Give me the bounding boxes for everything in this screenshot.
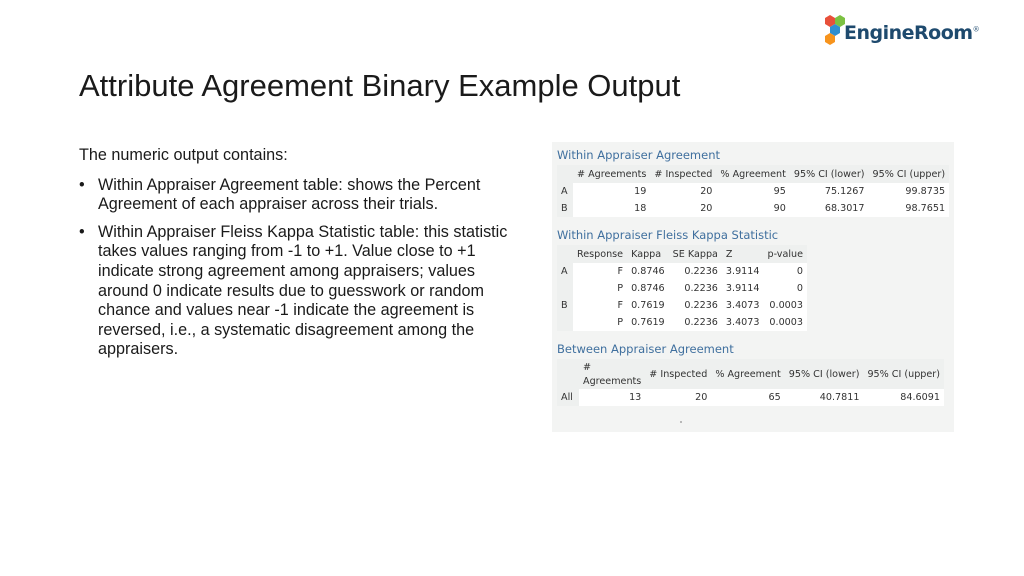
corner-cell bbox=[557, 165, 573, 183]
intro-text: The numeric output contains: bbox=[79, 146, 288, 164]
table-cell: 0.8746 bbox=[631, 266, 665, 277]
bullet-item bbox=[79, 223, 509, 360]
table-cell: 3.4073 bbox=[725, 300, 760, 311]
column-header: Z bbox=[722, 245, 764, 263]
output-screenshot-panel bbox=[552, 142, 954, 432]
within-appraiser-title: Within Appraiser Agreement bbox=[557, 148, 721, 162]
table-cell: 20 bbox=[700, 203, 713, 214]
column-header: 95% CI (upper) bbox=[863, 359, 944, 389]
bullet-text: Within Appraiser Fleiss Kappa Statistic table: this statistic takes values ranging from -1 to +1. Value close to +1 indicate strong agreement among appraisers; values around 0 indicate results due to guesswork or random chance and values near -1 indicate the agreement is reversed, i.e., a systematic disagreement among the appraisers. bbox=[98, 222, 508, 359]
corner-cell bbox=[557, 245, 573, 263]
table-cell: 0.7619 bbox=[631, 300, 665, 311]
column-header: % Agreement bbox=[716, 165, 789, 183]
table-cell: 40.7811 bbox=[819, 392, 860, 403]
hexagon-cluster-icon bbox=[824, 14, 846, 48]
table-cell: 0.8746 bbox=[631, 283, 665, 294]
table-cell: 0.2236 bbox=[684, 300, 718, 311]
table-cell: 0.2236 bbox=[684, 283, 718, 294]
table-cell: 68.3017 bbox=[824, 203, 865, 214]
column-header: % Agreement bbox=[711, 359, 784, 389]
table-cell: P bbox=[617, 283, 624, 294]
row-label bbox=[557, 314, 573, 331]
bullet-marker: • bbox=[79, 222, 85, 241]
bullet-text: Within Appraiser Agreement table: shows the Percent Agreement of each appraiser across their trials. bbox=[98, 175, 481, 214]
table-header-row bbox=[557, 165, 949, 183]
within-appraiser-table bbox=[557, 165, 949, 217]
table-cell: F bbox=[617, 300, 624, 311]
corner-cell bbox=[557, 359, 579, 389]
table-cell: 98.7651 bbox=[905, 203, 946, 214]
column-header: 95% CI (upper) bbox=[869, 165, 950, 183]
bullet-list bbox=[79, 176, 509, 360]
table-cell: 0.7619 bbox=[631, 317, 665, 328]
engineroom-logo bbox=[824, 14, 980, 48]
table-cell: 13 bbox=[629, 392, 642, 403]
bullet-item bbox=[79, 176, 509, 215]
table-cell: P bbox=[617, 317, 624, 328]
table-row bbox=[557, 280, 807, 297]
row-label: All bbox=[557, 389, 579, 406]
table-cell: 3.9114 bbox=[725, 283, 760, 294]
table-cell: 0 bbox=[796, 266, 803, 277]
row-label: B bbox=[557, 297, 573, 314]
column-header: p-value bbox=[764, 245, 808, 263]
column-header: 95% CI (lower) bbox=[785, 359, 864, 389]
table-row bbox=[557, 263, 807, 280]
row-label: B bbox=[557, 200, 573, 217]
table-row bbox=[557, 200, 949, 217]
row-label bbox=[557, 280, 573, 297]
table-row bbox=[557, 314, 807, 331]
column-header: 95% CI (lower) bbox=[790, 165, 869, 183]
table-cell: 18 bbox=[634, 203, 647, 214]
table-cell: 90 bbox=[773, 203, 786, 214]
fleiss-kappa-table bbox=[557, 245, 807, 331]
column-header: Kappa bbox=[627, 245, 669, 263]
column-header: # Agreements bbox=[573, 165, 650, 183]
table-cell: 20 bbox=[695, 392, 708, 403]
column-header: SE Kappa bbox=[669, 245, 722, 263]
column-header bbox=[579, 359, 645, 389]
row-label: A bbox=[557, 263, 573, 280]
slide-title: Attribute Agreement Binary Example Output bbox=[79, 68, 681, 103]
table-cell: 20 bbox=[700, 186, 713, 197]
table-cell: 84.6091 bbox=[900, 392, 940, 403]
table-cell: 0.0003 bbox=[769, 300, 803, 311]
row-label: A bbox=[557, 183, 573, 200]
bullet-marker: • bbox=[79, 175, 85, 194]
column-header: # Inspected bbox=[650, 165, 716, 183]
between-appraiser-title: Between Appraiser Agreement bbox=[557, 342, 734, 356]
table-cell: 0.2236 bbox=[684, 317, 718, 328]
table-row bbox=[557, 389, 944, 406]
table-cell: 95 bbox=[773, 186, 786, 197]
header-line: Agreements bbox=[583, 376, 642, 387]
body-text bbox=[79, 146, 509, 368]
table-cell: 0.2236 bbox=[684, 266, 718, 277]
registered-mark: ® bbox=[972, 25, 980, 34]
table-cell: 0.0003 bbox=[769, 317, 803, 328]
table-cell: 65 bbox=[768, 392, 781, 403]
scroll-indicator-dot bbox=[680, 421, 682, 423]
table-cell: 99.8735 bbox=[905, 186, 946, 197]
table-header-row bbox=[557, 359, 944, 389]
table-cell: 75.1267 bbox=[824, 186, 865, 197]
between-appraiser-table bbox=[557, 359, 944, 406]
header-line: # bbox=[583, 362, 592, 373]
table-row bbox=[557, 183, 949, 200]
logo-wordmark: EngineRoom bbox=[844, 22, 973, 44]
column-header: Response bbox=[573, 245, 627, 263]
table-header-row bbox=[557, 245, 807, 263]
table-cell: 0 bbox=[796, 283, 803, 294]
table-row bbox=[557, 297, 807, 314]
column-header: # Inspected bbox=[645, 359, 711, 389]
fleiss-kappa-title: Within Appraiser Fleiss Kappa Statistic bbox=[557, 228, 779, 242]
table-cell: F bbox=[617, 266, 624, 277]
table-cell: 3.9114 bbox=[725, 266, 760, 277]
table-cell: 19 bbox=[634, 186, 647, 197]
logo-text bbox=[844, 22, 979, 44]
table-cell: 3.4073 bbox=[725, 317, 760, 328]
